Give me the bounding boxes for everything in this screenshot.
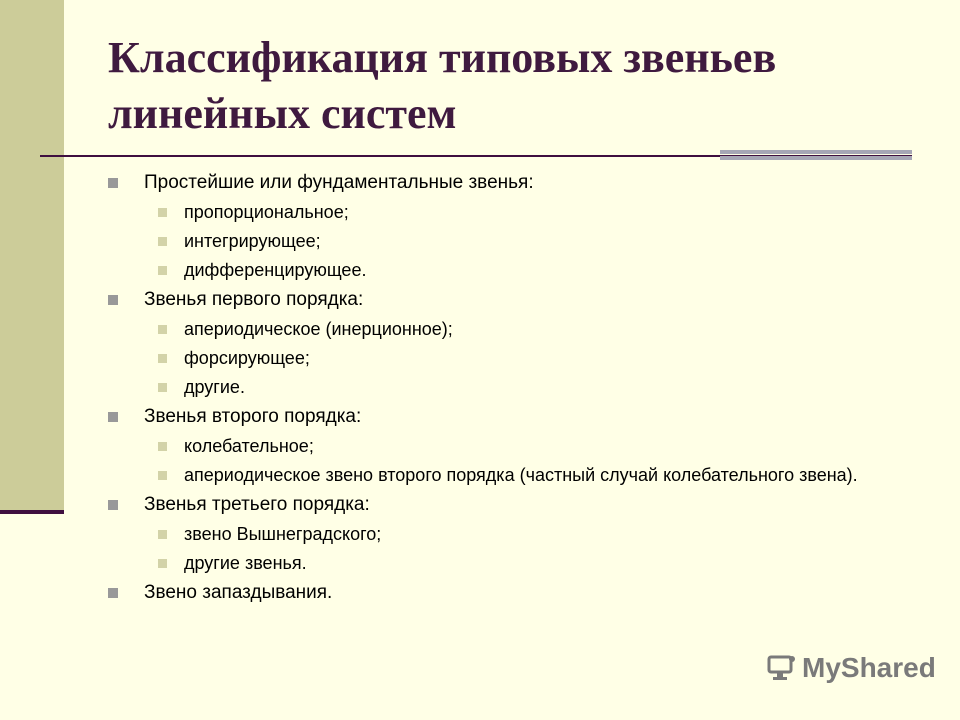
sub-list-item-text: апериодическое звено второго порядка (частный случай колебательного звена).: [184, 465, 858, 485]
list-item: [108, 289, 908, 311]
sub-list-item-text: другие.: [184, 377, 245, 397]
sub-list-item: [108, 436, 908, 456]
list-item: [108, 494, 908, 516]
list-item-text: Простейшие или фундаментальные звенья:: [144, 172, 534, 193]
watermark: [766, 652, 936, 684]
monitor-logo-icon: [766, 653, 796, 683]
sub-list-item-text: звено Вышнеградского;: [184, 524, 382, 544]
square-bullet-icon: [158, 354, 167, 363]
sub-list-item-text: форсирующее;: [184, 348, 310, 368]
square-bullet-icon: [108, 295, 118, 305]
square-bullet-icon: [158, 237, 167, 246]
slide-title: Классификация типовых звеньев линейных систем: [108, 33, 777, 138]
sub-list-item: [108, 231, 908, 251]
list-item: [108, 406, 908, 428]
sub-list-item-text: апериодическое (инерционное);: [184, 319, 453, 339]
list-item-text: Звенья второго порядка:: [144, 406, 362, 427]
bullet-list: [108, 172, 908, 612]
square-bullet-icon: [158, 559, 167, 568]
sub-list-item: [108, 319, 908, 339]
square-bullet-icon: [108, 412, 118, 422]
list-item: [108, 172, 908, 194]
square-bullet-icon: [158, 530, 167, 539]
sub-list-item: [108, 202, 908, 222]
sub-list-item-text: другие звенья.: [184, 553, 307, 573]
sub-list-item: [108, 524, 908, 544]
left-accent-line: [0, 510, 64, 514]
sub-list-item-text: пропорциональное;: [184, 202, 349, 222]
square-bullet-icon: [158, 442, 167, 451]
list-item-text: Звено запаздывания.: [144, 582, 333, 603]
list-item-text: Звенья первого порядка:: [144, 289, 364, 310]
title-underline-accent: [720, 150, 912, 164]
sub-list-item: [108, 348, 908, 368]
sub-list-item-text: дифференцирующее.: [184, 260, 367, 280]
sub-list-item-text: колебательное;: [184, 436, 314, 456]
list-item-text: Звенья третьего порядка:: [144, 494, 370, 515]
sub-list-item: [108, 553, 908, 573]
sub-list-item: [108, 465, 908, 485]
square-bullet-icon: [108, 178, 118, 188]
square-bullet-icon: [158, 325, 167, 334]
square-bullet-icon: [158, 208, 167, 217]
sub-list-item: [108, 377, 908, 397]
sub-list-item: [108, 260, 908, 280]
square-bullet-icon: [158, 471, 167, 480]
square-bullet-icon: [108, 588, 118, 598]
square-bullet-icon: [158, 266, 167, 275]
list-item: [108, 582, 908, 604]
square-bullet-icon: [108, 500, 118, 510]
watermark-text: MyShared: [802, 652, 936, 683]
sub-list-item-text: интегрирующее;: [184, 231, 321, 251]
left-decorative-band: [0, 0, 64, 512]
square-bullet-icon: [158, 383, 167, 392]
